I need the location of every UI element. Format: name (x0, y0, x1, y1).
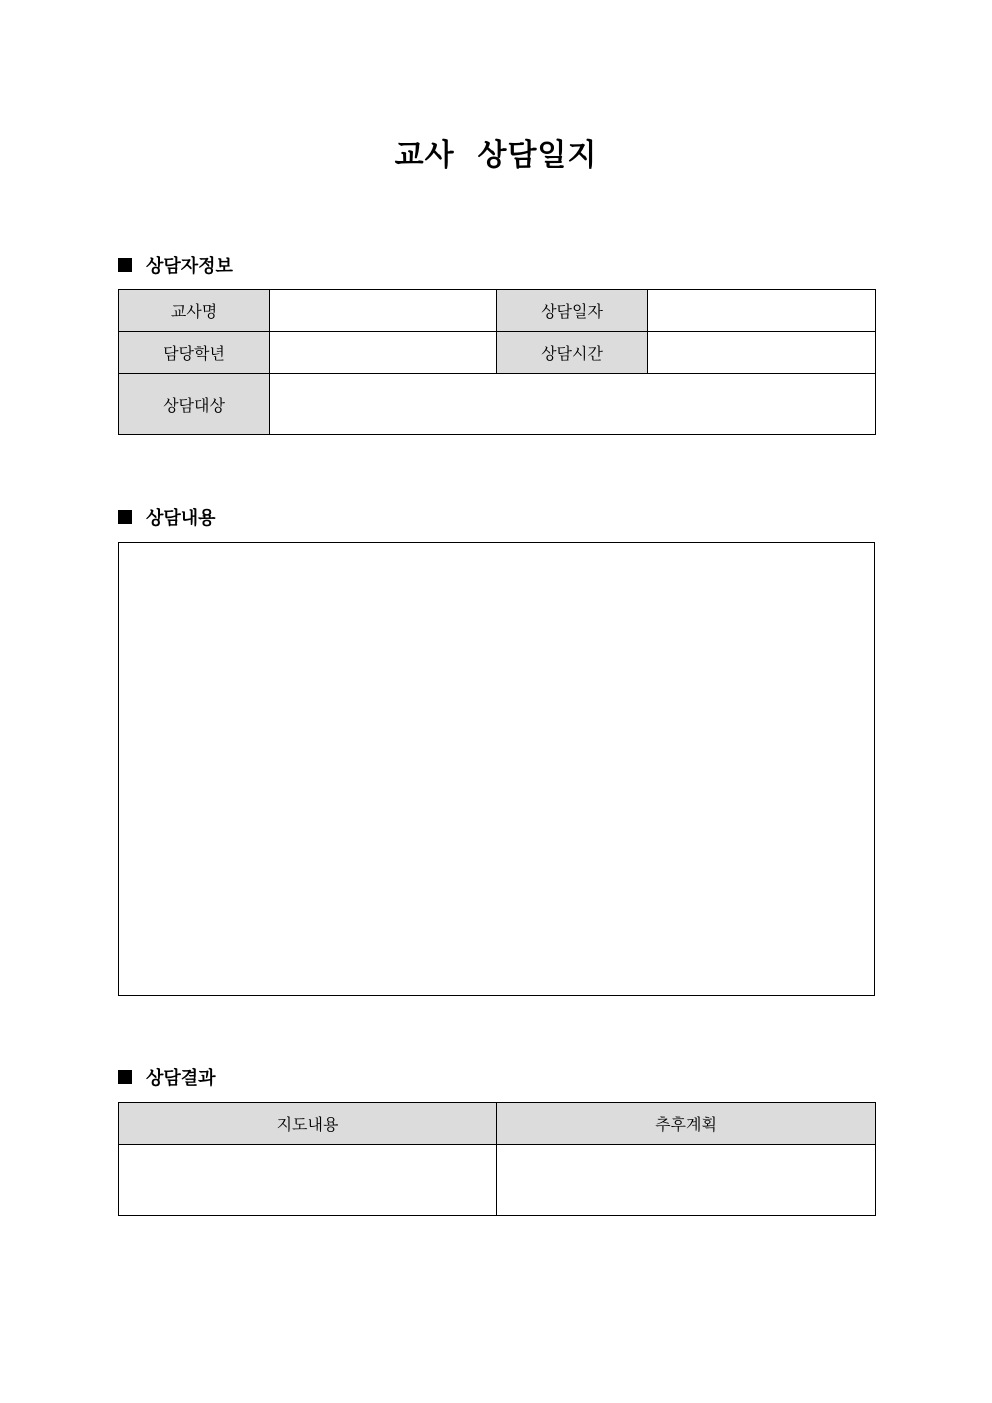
section-heading-counselor-info (118, 253, 233, 277)
table-row (119, 374, 876, 435)
counsel-content-box[interactable] (118, 542, 875, 996)
table-row (119, 332, 876, 374)
counsel-target-label: 상담대상 (119, 374, 270, 435)
guidance-content-header: 지도내용 (119, 1103, 497, 1145)
teacher-name-label: 교사명 (119, 290, 270, 332)
section-heading-counsel-content (118, 505, 216, 529)
document-title: 교사 상담일지 (394, 138, 598, 173)
guidance-content-field[interactable] (119, 1145, 497, 1216)
table-row (119, 1145, 876, 1216)
section-heading-label: 상담내용 (146, 508, 216, 529)
counsel-date-field[interactable] (648, 290, 876, 332)
follow-up-plan-field[interactable] (497, 1145, 876, 1216)
square-bullet-icon (118, 258, 132, 272)
counsel-date-label: 상담일자 (497, 290, 648, 332)
square-bullet-icon (118, 1070, 132, 1084)
counsel-result-table (118, 1102, 876, 1216)
table-row (119, 290, 876, 332)
section-heading-label: 상담결과 (146, 1068, 216, 1089)
section-heading-label: 상담자정보 (146, 256, 233, 277)
counselor-info-table (118, 289, 876, 435)
square-bullet-icon (118, 510, 132, 524)
teacher-name-field[interactable] (270, 290, 497, 332)
follow-up-plan-header: 추후계획 (497, 1103, 876, 1145)
counsel-target-field[interactable] (270, 374, 876, 435)
counsel-time-field[interactable] (648, 332, 876, 374)
table-header-row (119, 1103, 876, 1145)
counsel-time-label: 상담시간 (497, 332, 648, 374)
grade-in-charge-field[interactable] (270, 332, 497, 374)
section-heading-counsel-result (118, 1065, 216, 1089)
grade-in-charge-label: 담당학년 (119, 332, 270, 374)
